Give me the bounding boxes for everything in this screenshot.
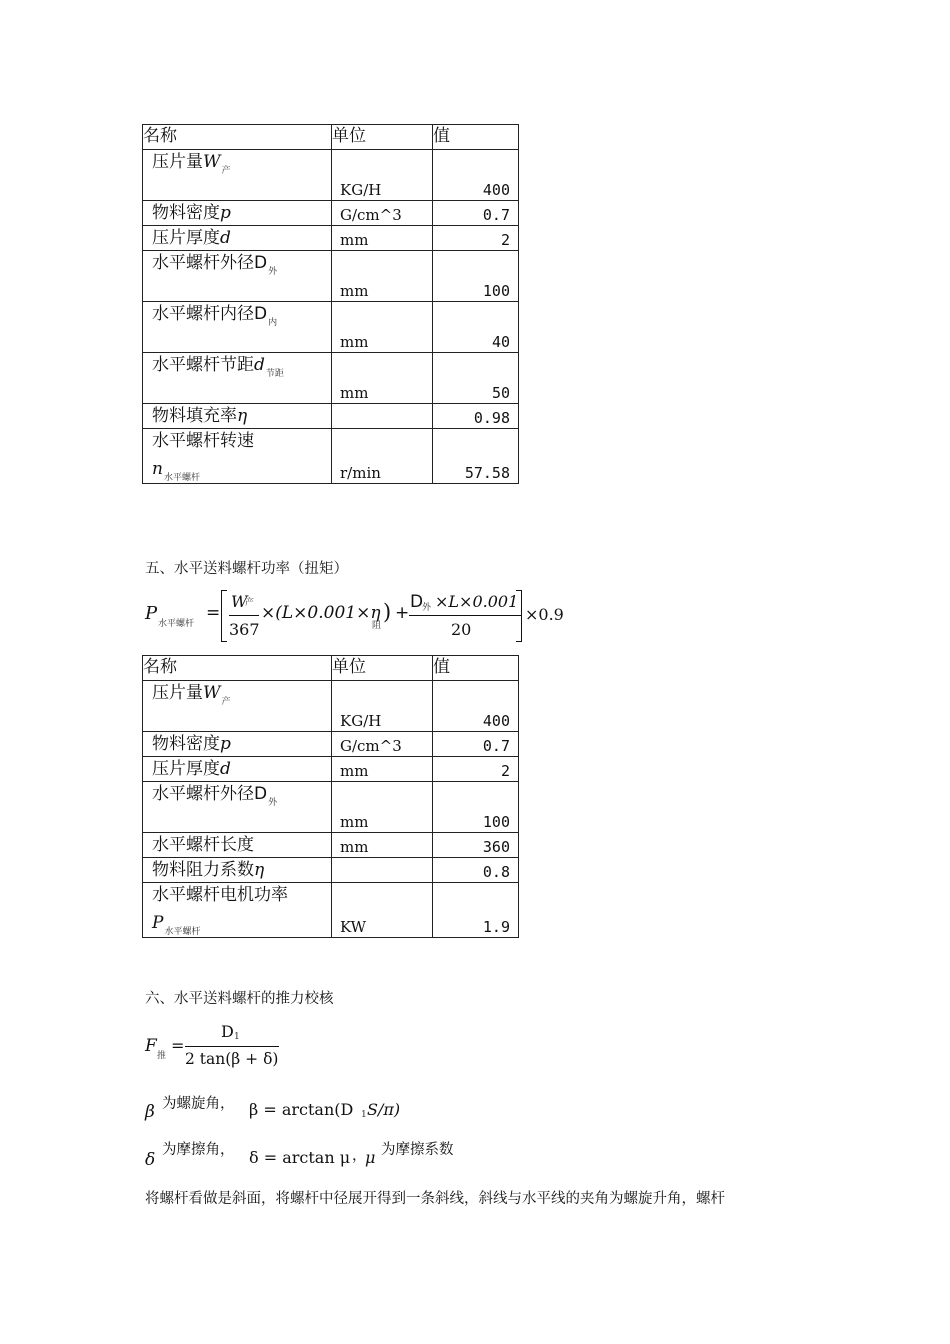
param-unit: KW xyxy=(340,918,367,936)
formula-lhs-sub: 水平螺杆 xyxy=(158,619,195,629)
table-row xyxy=(143,732,519,757)
param-name: 物料密度 xyxy=(152,203,220,223)
param-symbol-subscript: 水平螺杆 xyxy=(164,927,201,937)
frac2-numerator: ×L×0.001 xyxy=(435,592,519,611)
param-name: 水平螺杆节距 xyxy=(152,355,254,375)
value-cell xyxy=(433,429,519,484)
table-row xyxy=(143,782,519,833)
param-symbol: η xyxy=(237,406,248,426)
param-name: 物料阻力系数 xyxy=(152,860,254,880)
unit-cell xyxy=(332,353,433,404)
value-cell xyxy=(433,251,519,302)
param-value: 0.8 xyxy=(482,863,510,881)
param-symbol: d xyxy=(220,228,231,248)
unit-cell xyxy=(332,782,433,833)
param-name: 水平螺杆转速 xyxy=(152,431,254,451)
table-row xyxy=(143,404,519,429)
frac1-denominator: 367 xyxy=(229,620,260,639)
param-unit: mm xyxy=(340,813,369,831)
thrust-fraction-bar xyxy=(185,1046,279,1047)
table-row xyxy=(143,757,519,782)
param-value: 100 xyxy=(482,813,510,831)
column-header: 名称 xyxy=(143,125,332,150)
param-unit: mm xyxy=(340,384,369,402)
parameter-table-1 xyxy=(142,124,519,484)
param-name: 水平螺杆内径 xyxy=(152,304,254,324)
param-name: 物料填充率 xyxy=(152,406,237,426)
param-value: 0.98 xyxy=(473,409,510,427)
table-row xyxy=(143,302,519,353)
param-symbol: p xyxy=(220,734,231,754)
power-formula: P 水平螺杆 = W 产 367 ×(L×0.001×η 阻 ) + D 外 ×L×0.001 20 ×0.9 xyxy=(145,590,575,646)
delta-line: δ 为摩擦角， δ = arctan μ ， μ 为摩擦系数 xyxy=(145,1142,454,1170)
beta-line: β 为螺旋角， β = arctan(D 1 S/π) xyxy=(145,1096,401,1122)
frac1-numerator: W xyxy=(231,592,248,611)
thrust-formula: F 推 = D 1 2 tan(β + δ) xyxy=(145,1022,279,1068)
param-unit: mm xyxy=(340,282,369,300)
param-symbol-subscript: 节距 xyxy=(265,369,284,379)
param-name: 水平螺杆外径 xyxy=(152,784,254,804)
column-header: 单位 xyxy=(332,656,433,681)
param-name: 压片厚度 xyxy=(152,759,220,779)
param-symbol: η xyxy=(254,860,265,880)
param-name-cell xyxy=(143,201,332,226)
unit-cell xyxy=(332,201,433,226)
table-header-row xyxy=(143,656,519,681)
param-name-cell xyxy=(143,404,332,429)
param-symbol: D xyxy=(254,304,268,324)
column-header: 单位 xyxy=(332,125,433,150)
param-symbol-subscript: 产 xyxy=(221,697,231,707)
param-name-cell xyxy=(143,302,332,353)
value-cell xyxy=(433,833,519,858)
param-value: 100 xyxy=(482,282,510,300)
param-name-cell xyxy=(143,681,332,732)
param-name: 压片厚度 xyxy=(152,228,220,248)
param-value: 400 xyxy=(482,712,510,730)
param-unit: mm xyxy=(340,762,369,780)
param-value: 0.7 xyxy=(482,737,510,755)
value-cell xyxy=(433,883,519,938)
table-row xyxy=(143,858,519,883)
param-name-cell xyxy=(143,429,332,484)
param-unit: KG/H xyxy=(340,712,382,730)
unit-cell xyxy=(332,732,433,757)
param-name-cell xyxy=(143,757,332,782)
param-unit: G/cm^3 xyxy=(340,206,402,224)
value-cell xyxy=(433,302,519,353)
param-symbol: W xyxy=(203,683,221,703)
formula-lhs: P xyxy=(145,603,158,624)
table-row xyxy=(143,201,519,226)
param-symbol: D xyxy=(254,784,268,804)
unit-cell xyxy=(332,226,433,251)
param-value: 400 xyxy=(482,181,510,199)
eta-sub: 阻 xyxy=(372,621,382,631)
param-symbol-subscript: 产 xyxy=(221,166,231,176)
param-symbol-subscript: 外 xyxy=(268,798,278,808)
param-symbol: W xyxy=(203,152,221,172)
body-paragraph: 将螺杆看做是斜面，将螺杆中径展开得到一条斜线，斜线与水平线的夹角为螺旋升角，螺杆 xyxy=(145,1191,725,1207)
unit-cell xyxy=(332,150,433,201)
param-name: 水平螺杆电机功率 xyxy=(152,885,288,905)
param-value: 40 xyxy=(491,333,510,351)
frac2-D: D xyxy=(410,592,424,612)
param-name-cell xyxy=(143,150,332,201)
column-header: 值 xyxy=(433,125,519,150)
param-name-cell xyxy=(143,883,332,938)
value-cell xyxy=(433,858,519,883)
param-value: 2 xyxy=(500,231,510,249)
frac1-bar xyxy=(229,615,259,616)
param-name-cell xyxy=(143,353,332,404)
param-name: 物料密度 xyxy=(152,734,220,754)
param-unit: mm xyxy=(340,838,369,856)
unit-cell xyxy=(332,404,433,429)
unit-cell xyxy=(332,681,433,732)
table-row xyxy=(143,226,519,251)
value-cell xyxy=(433,201,519,226)
unit-cell xyxy=(332,429,433,484)
param-name-cell xyxy=(143,833,332,858)
parameter-table-2 xyxy=(142,655,519,938)
frac2-denominator: 20 xyxy=(451,620,472,639)
param-name: 压片量 xyxy=(152,152,203,172)
param-unit: G/cm^3 xyxy=(340,737,402,755)
param-symbol: D xyxy=(254,253,268,273)
value-cell xyxy=(433,353,519,404)
param-symbol-subscript: 内 xyxy=(268,318,278,328)
unit-cell xyxy=(332,833,433,858)
param-symbol: p xyxy=(220,203,231,223)
column-header: 值 xyxy=(433,656,519,681)
section-6-heading: 六、水平送料螺杆的推力校核 xyxy=(145,991,334,1007)
table-row xyxy=(143,150,519,201)
unit-cell xyxy=(332,883,433,938)
param-name: 水平螺杆长度 xyxy=(152,835,254,855)
unit-cell xyxy=(332,858,433,883)
table-row xyxy=(143,353,519,404)
value-cell xyxy=(433,150,519,201)
param-symbol-subscript: 外 xyxy=(268,267,278,277)
param-unit: KG/H xyxy=(340,181,382,199)
param-symbol-subscript: 水平螺杆 xyxy=(163,473,200,483)
param-value: 360 xyxy=(482,838,510,856)
value-cell xyxy=(433,226,519,251)
param-name-cell xyxy=(143,782,332,833)
formula-tail: ×0.9 xyxy=(525,605,564,624)
formula-middle: ×(L×0.001×η xyxy=(261,603,381,623)
value-cell xyxy=(433,404,519,429)
param-unit: mm xyxy=(340,333,369,351)
value-cell xyxy=(433,782,519,833)
section-5-heading: 五、水平送料螺杆功率（扭矩） xyxy=(145,561,348,577)
param-symbol: d xyxy=(254,355,265,375)
param-value: 0.7 xyxy=(482,206,510,224)
table-header-row xyxy=(143,125,519,150)
table-row xyxy=(143,681,519,732)
param-symbol: P xyxy=(152,913,164,933)
param-symbol: n xyxy=(152,459,163,479)
left-bracket xyxy=(221,590,227,642)
table-row xyxy=(143,251,519,302)
value-cell xyxy=(433,681,519,732)
table-row xyxy=(143,833,519,858)
param-value: 1.9 xyxy=(482,918,510,936)
param-unit: mm xyxy=(340,231,369,249)
param-value: 2 xyxy=(500,762,510,780)
param-name: 水平螺杆外径 xyxy=(152,253,254,273)
param-name-cell xyxy=(143,732,332,757)
unit-cell xyxy=(332,251,433,302)
unit-cell xyxy=(332,302,433,353)
param-value: 57.58 xyxy=(464,464,510,482)
column-header: 名称 xyxy=(143,656,332,681)
param-name-cell xyxy=(143,858,332,883)
frac1-num-sub: 产 xyxy=(245,598,255,608)
param-name: 压片量 xyxy=(152,683,203,703)
right-bracket xyxy=(516,590,522,642)
param-name-cell xyxy=(143,226,332,251)
value-cell xyxy=(433,757,519,782)
param-name-cell xyxy=(143,251,332,302)
table-row xyxy=(143,429,519,484)
value-cell xyxy=(433,732,519,757)
param-value: 50 xyxy=(491,384,510,402)
param-unit: r/min xyxy=(340,464,381,482)
param-symbol: d xyxy=(220,759,231,779)
frac2-bar xyxy=(409,615,521,616)
table-row xyxy=(143,883,519,938)
unit-cell xyxy=(332,757,433,782)
